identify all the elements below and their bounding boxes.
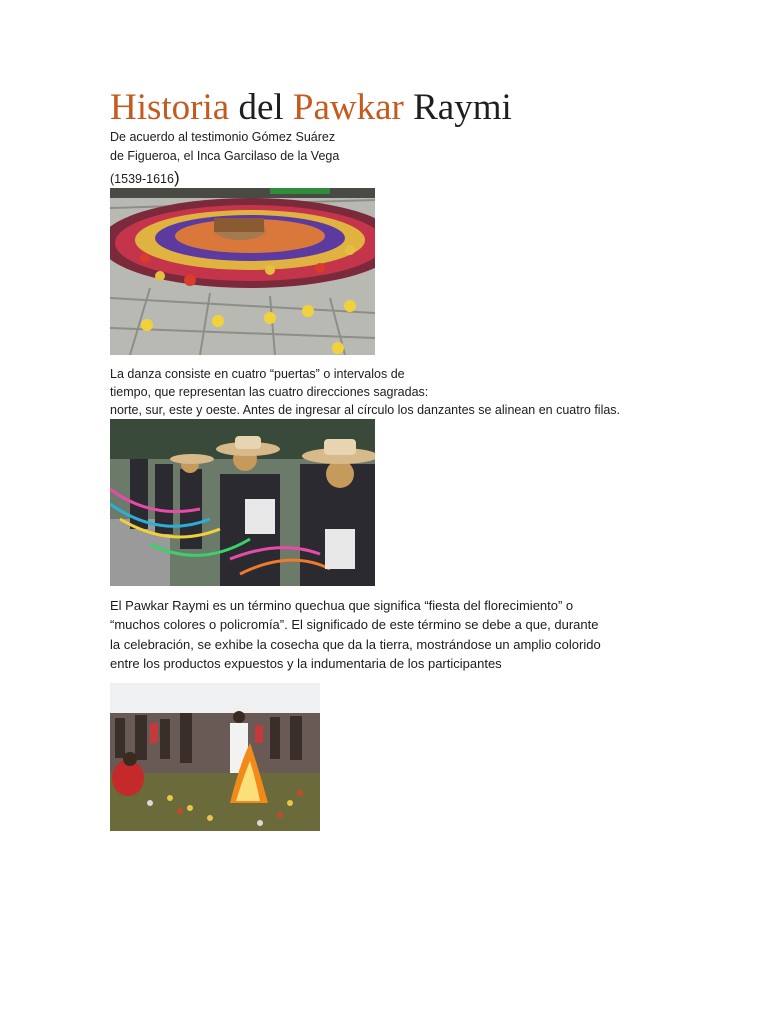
intro-line-2: de Figueroa, el Inca Garcilaso de la Vega (110, 149, 340, 163)
photo-offerings-circle (110, 188, 375, 355)
title-word-historia: Historia (110, 87, 230, 128)
dance-line-2: tiempo, que representan las cuatro direcciones sagradas: (110, 385, 429, 399)
dance-line-3: norte, sur, este y oeste. Antes de ingresar al círculo los danzantes se alinean en cuatro filas. (110, 403, 621, 417)
dance-line-1: La danza consiste en cuatro “puertas” o intervalos de (110, 367, 405, 381)
intro-dates (110, 168, 180, 189)
intro-line-1: De acuerdo al testimonio Gómez Suárez (110, 130, 336, 144)
offerings-illustration (110, 188, 375, 355)
title-word-del: del (229, 87, 293, 128)
meaning-line-1: El Pawkar Raymi es un término quechua que significa “fiesta del florecimiento” o (110, 598, 574, 613)
fire-ceremony-illustration (110, 683, 320, 831)
meaning-line-4: entre los productos expuestos y la indumentaria de los participantes (110, 656, 502, 671)
intro-dates-paren: ) (173, 168, 180, 187)
title-word-raymi: Raymi (403, 87, 512, 128)
dancers-illustration (110, 419, 375, 586)
title-word-pawkar: Pawkar (292, 87, 404, 128)
intro-dates-text: (1539-1616 (110, 172, 174, 186)
photo-dancers (110, 419, 375, 586)
meaning-line-3: la celebración, se exhibe la cosecha que da la tierra, mostrándose un amplio colorido (110, 637, 601, 652)
meaning-line-2: “muchos colores o policromía”. El significado de este término se debe a que, durante (110, 617, 599, 632)
photo-fire-ceremony (110, 683, 320, 831)
page-title (110, 86, 512, 130)
